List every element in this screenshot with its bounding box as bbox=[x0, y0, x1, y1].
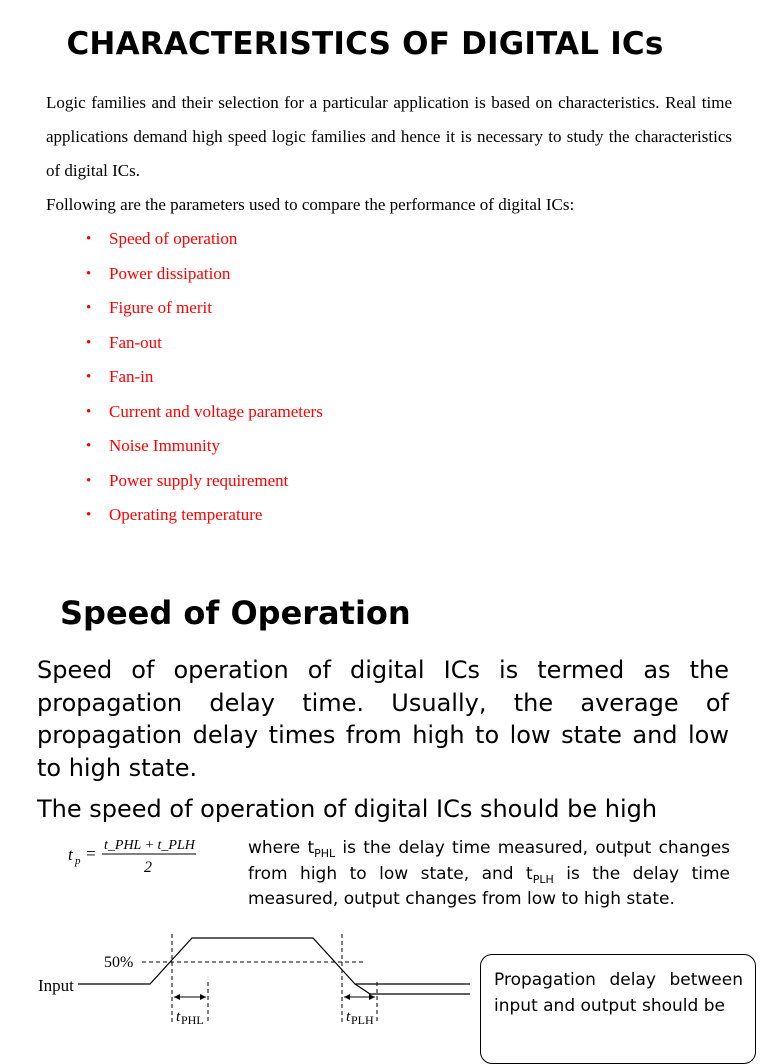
formula-numerator: t_PHL + t_PLH bbox=[104, 838, 195, 853]
list-item: • Noise Immunity bbox=[86, 429, 323, 464]
tplh-arrow-left bbox=[344, 994, 350, 1000]
tphl-arrow-right bbox=[200, 994, 206, 1000]
list-item: • Power dissipation bbox=[86, 257, 323, 292]
propagation-delay-formula bbox=[66, 833, 212, 877]
formula-denominator: 2 bbox=[144, 859, 152, 876]
bullet-icon: • bbox=[86, 369, 92, 385]
bullet-icon: • bbox=[86, 403, 92, 420]
formula-equals: = bbox=[85, 844, 97, 863]
bullet-icon: • bbox=[86, 300, 92, 316]
parameter-list bbox=[86, 222, 323, 533]
bullet-icon: • bbox=[86, 334, 92, 351]
tplh-label: PLH bbox=[351, 1013, 374, 1024]
fifty-percent-label: 50% bbox=[104, 954, 134, 971]
bullet-icon: • bbox=[86, 231, 92, 247]
bullet-icon: • bbox=[86, 265, 92, 282]
intro-text bbox=[46, 86, 732, 222]
list-item: • Figure of merit bbox=[86, 291, 323, 326]
input-label: Input bbox=[38, 976, 74, 995]
page-title: CHARACTERISTICS OF DIGITAL ICs bbox=[66, 26, 664, 62]
bullet-icon: • bbox=[86, 507, 92, 523]
list-item: • Power supply requirement bbox=[86, 464, 323, 499]
timing-diagram bbox=[30, 924, 480, 1024]
intro-paragraph-2: Following are the parameters used to compare the performance of digital ICs: bbox=[46, 195, 575, 214]
tphl-label: PHL bbox=[181, 1013, 204, 1024]
tplh-t: t bbox=[346, 1009, 351, 1024]
tphl-arrow-left bbox=[174, 994, 180, 1000]
tplh-arrow-right bbox=[369, 994, 375, 1000]
list-item: • Speed of operation bbox=[86, 222, 323, 257]
list-item: • Operating temperature bbox=[86, 498, 323, 533]
bullet-icon: • bbox=[86, 438, 92, 454]
input-waveform bbox=[78, 938, 470, 984]
section-heading: Speed of Operation bbox=[60, 594, 411, 632]
formula-explanation: where $t_{PHL}$ is the delay time measured, output changes from high to low state, and $t_{PLH}$ is the delay time measured, output changes from low to high state. bbox=[248, 838, 731, 909]
list-item: • Fan-out bbox=[86, 326, 323, 361]
callout-box: Propagation delay between input and output should be bbox=[480, 954, 756, 1064]
tphl-t: t bbox=[176, 1009, 181, 1024]
list-item: • Current and voltage parameters bbox=[86, 395, 323, 430]
section-paragraph: Speed of operation of digital ICs is termed as the propagation delay time. Usually, the average of propagation delay times from high to low state and low to high state. bbox=[37, 656, 729, 782]
list-item: • Fan-in bbox=[86, 360, 323, 395]
section-paragraph-2: The speed of operation of digital ICs should be high bbox=[37, 795, 658, 823]
bullet-icon: • bbox=[86, 472, 92, 489]
output-waveform bbox=[355, 984, 470, 994]
intro-paragraph-1: Logic families and their selection for a particular application is based on characteristics. Real time applications demand high speed logic families and hence it is necessary to study the characteristics of digital ICs. bbox=[46, 93, 732, 180]
formula-lhs-sub: p bbox=[75, 855, 81, 867]
formula-lhs: t bbox=[68, 845, 73, 864]
